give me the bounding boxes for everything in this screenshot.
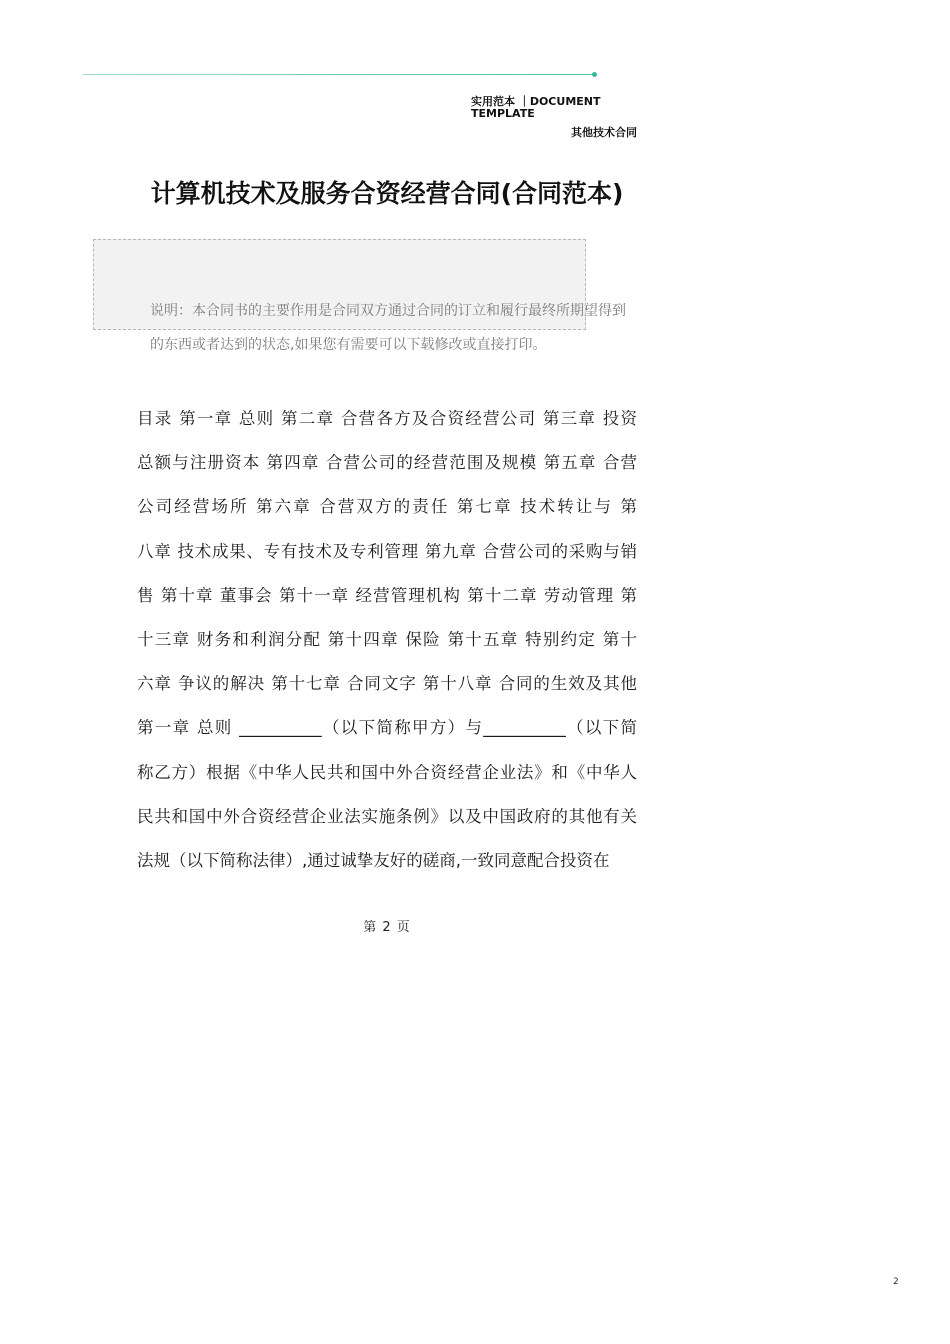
- body-line: 公司经营场所 第六章 合营双方的责任 第七章 技术转让与 第: [137, 497, 637, 517]
- body-line: 总额与注册资本 第四章 合营公司的经营范围及规模 第五章 合营: [137, 453, 637, 473]
- page-footer-label: 第 2 页: [363, 920, 411, 935]
- page-number: 2: [893, 1277, 899, 1287]
- header-rule: [83, 74, 596, 75]
- body-line: 八章 技术成果、专有技术及专利管理 第九章 合营公司的采购与销: [137, 541, 637, 561]
- body-line: 民共和国中外合资经营企业法实施条例》以及中国政府的其他有关: [137, 806, 637, 826]
- body-line: 第一章 总则 __________（以下简称甲方）与__________（以下简: [137, 718, 637, 738]
- document-note: 说明：本合同书的主要作用是合同双方通过合同的订立和履行最终所期望得到的东西或者达到的状态,如果您有需要可以下载修改或直接打印。: [150, 303, 626, 353]
- body-line: 十三章 财务和利润分配 第十四章 保险 第十五章 特别约定 第十: [137, 630, 637, 650]
- document-template-label: 实用范本 ｜DOCUMENT TEMPLATE: [471, 95, 601, 120]
- body-line: 称乙方）根据《中华人民共和国中外合资经营企业法》和《中华人: [137, 762, 637, 782]
- body-line: 六章 争议的解决 第十七章 合同文字 第十八章 合同的生效及其他: [137, 674, 637, 694]
- contract-body: [137, 397, 637, 883]
- document-category: 其他技术合同: [571, 126, 637, 139]
- body-line: 法规（以下简称法律）,通过诚挚友好的磋商,一致同意配合投资在: [137, 851, 610, 871]
- document-title: 计算机技术及服务合资经营合同(合同范本): [150, 179, 624, 208]
- body-line: 售 第十章 董事会 第十一章 经营管理机构 第十二章 劳动管理 第: [137, 585, 637, 605]
- header-rule-dot: [592, 72, 597, 77]
- body-line: 目录 第一章 总则 第二章 合营各方及合资经营公司 第三章 投资: [137, 409, 637, 428]
